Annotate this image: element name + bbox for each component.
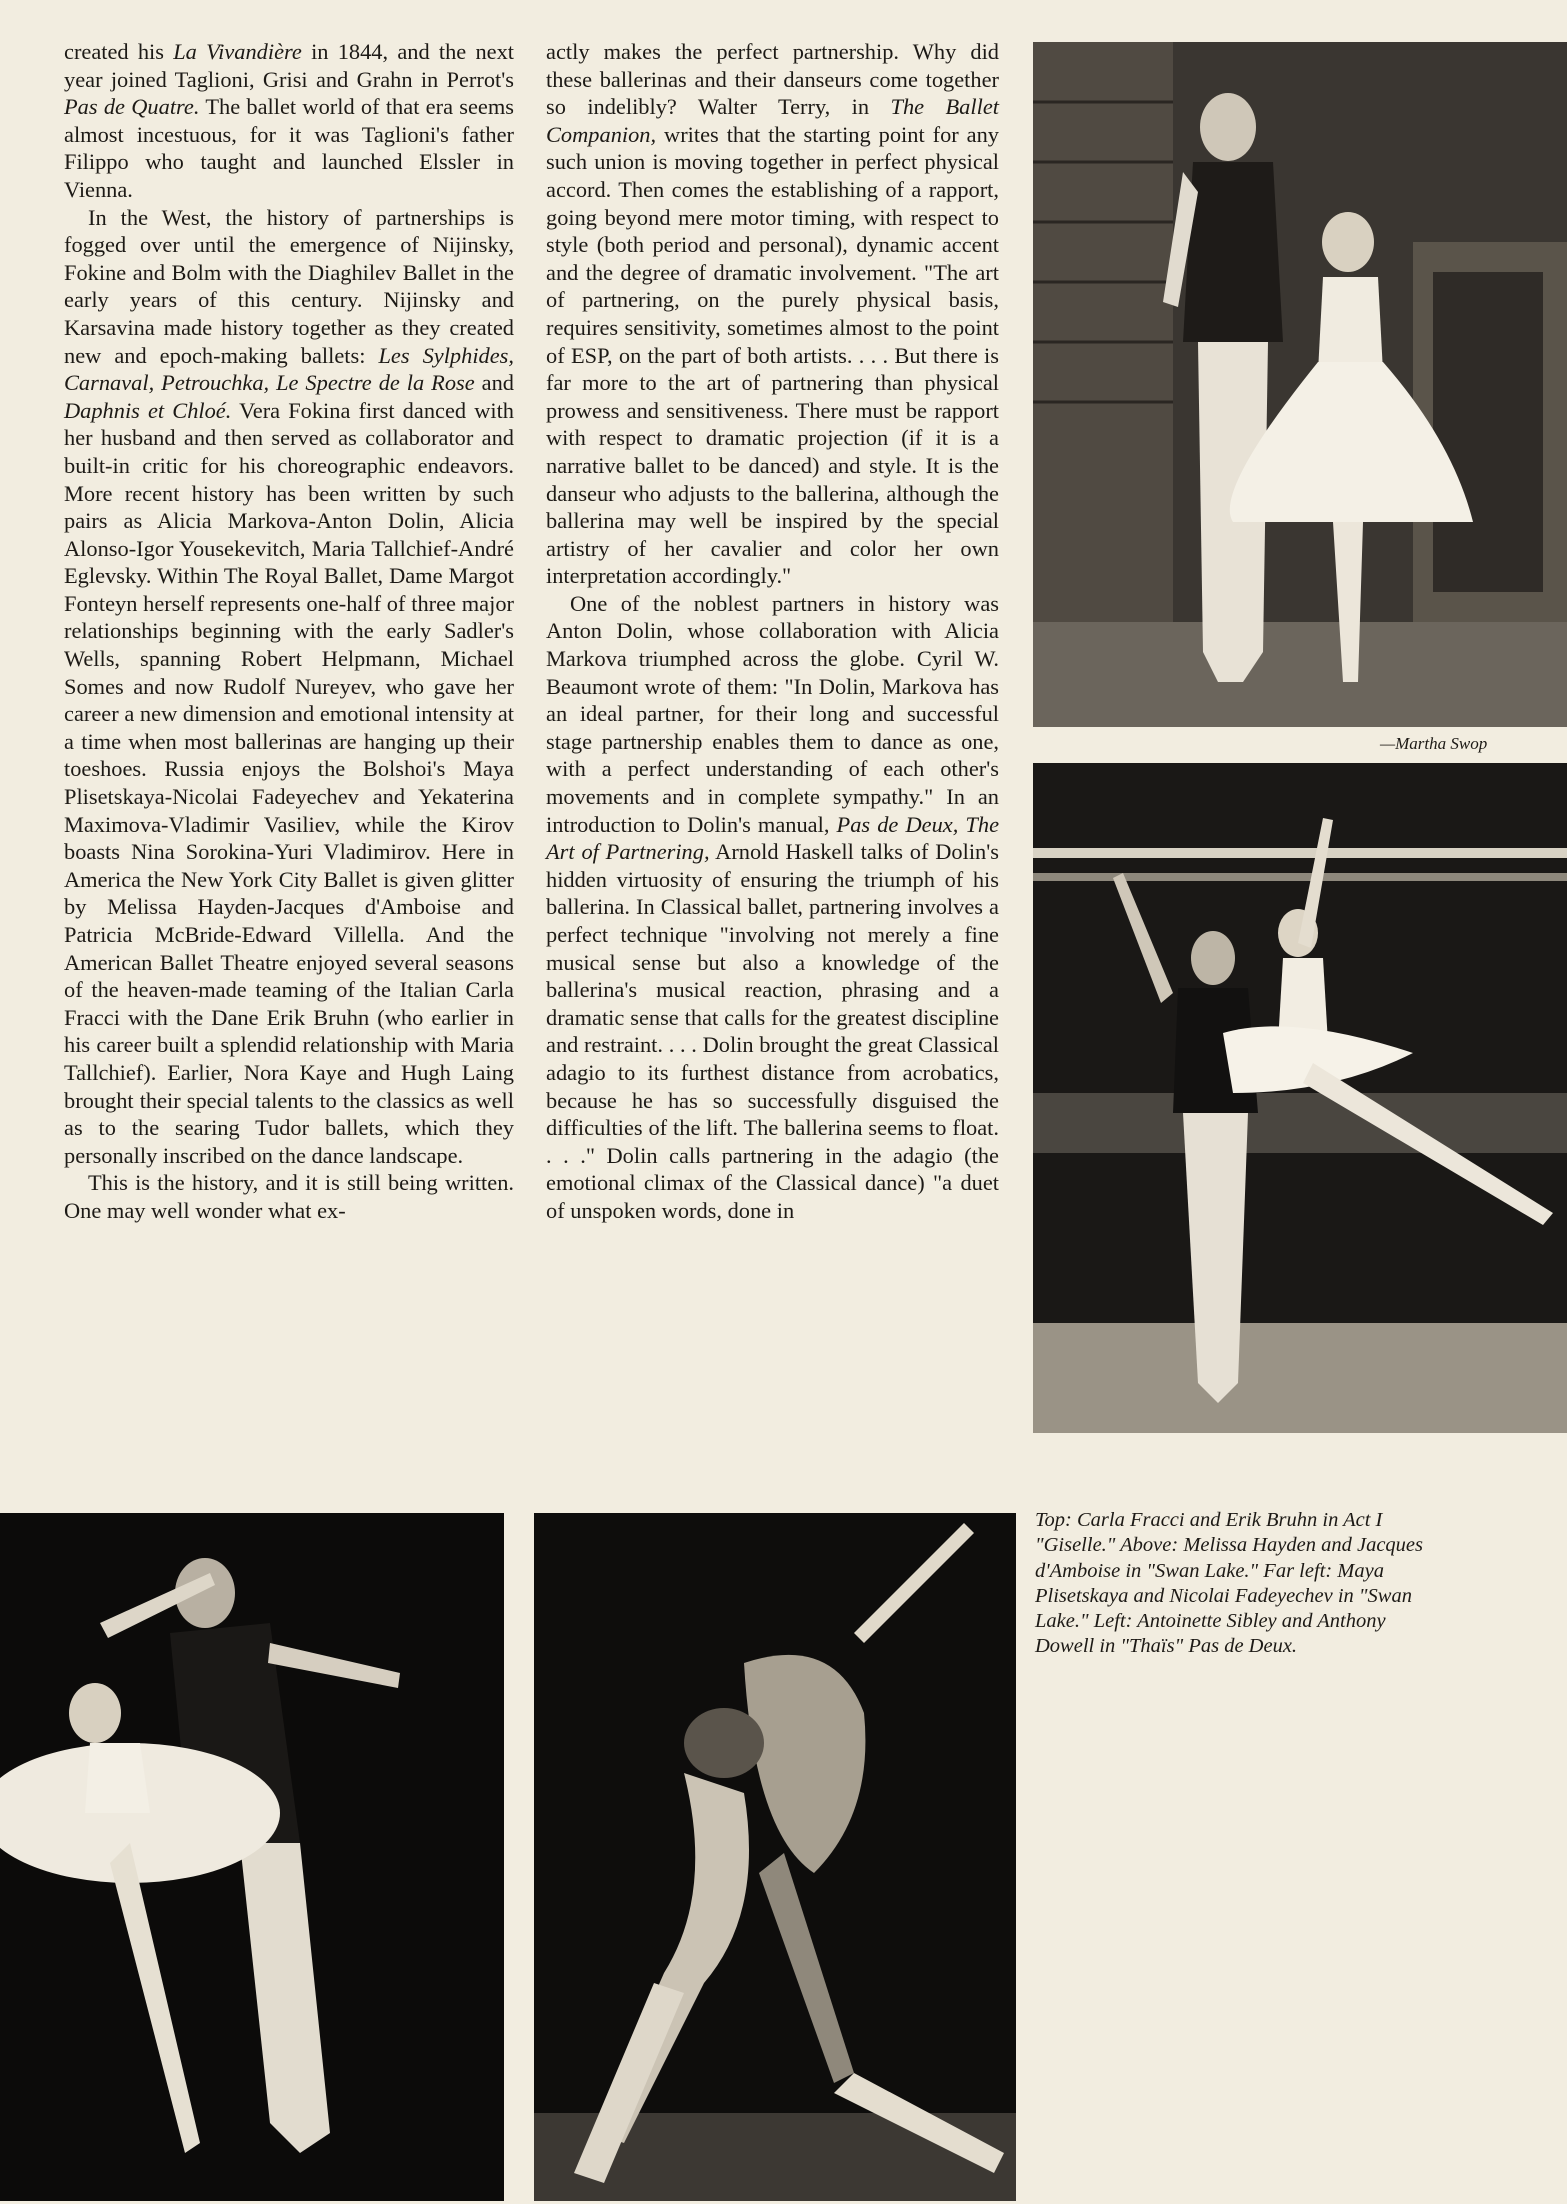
italic-title: Les Sylphides, Carnaval, Petrouchka, Le Spectre de la Rose bbox=[64, 342, 514, 396]
photo-credit: —Martha Swop bbox=[1380, 734, 1488, 753]
paragraph bbox=[64, 204, 514, 1170]
photo-caption bbox=[1035, 1508, 1425, 1660]
text-run: Arnold Haskell talks of Dolin's hidden virtuosity of ensuring the triumph of his ballerina. In Classical ballet, partnering involves a perfect technique "involving not merely a fine musical sense but also a knowledge of the ballerina's musical reaction, phrasing and a dramatic sense that calls for the greatest discipline and restraint. . . . Dolin brought the great Classical adagio to its furthest distance from acrobatics, because he has so successfully disguised the difficulties of the lift. The ballerina seems to float. . . ." Dolin calls partnering in the adagio (the emotional climax of the Classical dance) "a duet of unspoken words, done in bbox=[546, 839, 999, 1223]
photo-thais-sibley-dowell bbox=[534, 1513, 1016, 2201]
article-column-2 bbox=[546, 38, 999, 1225]
text-run: in 1844, and the next year joined Taglioni, Grisi and Grahn in Perrot's bbox=[64, 39, 515, 92]
photo-giselle-fracci-bruhn bbox=[1033, 42, 1567, 727]
paragraph bbox=[64, 1169, 514, 1224]
paragraph bbox=[546, 38, 999, 590]
article-column-1 bbox=[64, 38, 514, 1225]
photo-swan-lake-hayden-damboise bbox=[1033, 763, 1567, 1433]
text-run: One of the noblest partners in history was Anton Dolin, whose collaboration with Alicia Markova triumphed across the globe. Cyril W. Beaumont wrote of them: "In Dolin, Markova has an ideal partner, for their long and successful stage partnership enables them to dance as one, with a perfect understanding of each other's movements and in complete sympathy." In an introduction to Dolin's manual, bbox=[546, 590, 999, 837]
italic-title: La Vivandière bbox=[173, 39, 302, 64]
paragraph bbox=[64, 38, 514, 204]
text-run: Top: Carla Fracci and Erik Bruhn in Act I "Giselle." Above: Melissa Hayden and Jacques d'Amboise in "Swan Lake." Far left: Maya Plisetskaya and Nicolai Fadeyechev in "Swan Lake." Left: Antoinette Sibley and Anthony Dowell in "Thaïs" Pas de Deux. bbox=[1035, 1509, 1424, 1658]
italic-title: Pas de Quatre. bbox=[64, 94, 200, 120]
text-run: and bbox=[474, 370, 514, 396]
italic-title: Daphnis et Chloé. bbox=[64, 397, 232, 423]
text-run: writes that the starting point for any such union is moving together in perfect physical accord. Then comes the establishing of a rapport, going beyond mere motor timing, with respect to style (both period and personal), dynamic accent and the degree of dramatic involvement. "The art of partnering, on the purely physical basis, requires sensitivity, sometimes almost to the point of ESP, on the part of both artists. . . . But there is far more to the art of partnering than physical prowess and sensitiveness. There must be rapport with respect to dramatic projection (if it is a narrative ballet to be danced) and style. It is the danseur who adjusts to the ballerina, although the ballerina may well be inspired by the special artistry of her cavalier and color her own interpretation accordingly." bbox=[546, 121, 999, 589]
text-run: The ballet world of that era seems almost incestuous, for it was Taglioni's father Filippo who taught and launched Elssler in Vienna. bbox=[64, 94, 514, 202]
photo-swan-lake-plisetskaya-fadeyechev bbox=[0, 1513, 504, 2201]
italic-title: The Ballet Companion, bbox=[546, 94, 999, 147]
text-run: actly makes the perfect partnership. Why did these ballerinas and their danseurs come together so indelibly? Walter Terry, in bbox=[546, 39, 999, 120]
paragraph bbox=[546, 590, 999, 1225]
text-run: In the West, the history of partnerships is fogged over until the emergence of Nijinsky, Fokine and Bolm with the Diaghilev Ballet in the early years of this century. Nijinsky and Karsavina made history together as they created new and epoch-making ballets: bbox=[64, 204, 514, 368]
italic-title: Pas de Deux, The Art of Partnering, bbox=[546, 811, 1000, 865]
text-run: created his bbox=[64, 39, 174, 64]
text-run: Vera Fokina first danced with her husband and then served as collaborator and built-in critic for his choreographic endeavors. More recent history has been written by such pairs as Alicia Markova-Anton Dolin, Alicia Alonso-Igor Yousekevitch, Maria Tallchief-André Eglevsky. Within The Royal Ballet, Dame Margot Fonteyn herself represents one-half of three major relationships beginning with the early Sadler's Wells, spanning Robert Helpmann, Michael Somes and now Rudolf Nureyev, who gave her career a new dimension and emotional intensity at a time when most ballerinas are hanging up their toeshoes. Russia enjoys the Bolshoi's Maya Plisetskaya-Nicolai Fadeyechev and Yekaterina Maximova-Vladimir Vasiliev, while the Kirov boasts Nina Sorokina-Yuri Vladimirov. Here in America the New York City Ballet is given glitter by Melissa Hayden-Jacques d'Amboise and Patricia McBride-Edward Villella. And the American Ballet Theatre enjoyed several seasons of the heaven-made teaming of the Italian Carla Fracci with the Dane Erik Bruhn (who earlier in his career built a splendid relationship with Maria Tallchief). Earlier, Nora Kaye and Hugh Laing brought their special talents to the classics as well as to the searing Tudor ballets, which they personally inscribed on the dance landscape. bbox=[64, 397, 515, 1168]
text-run: This is the history, and it is still being written. One may well wonder what ex- bbox=[64, 1170, 514, 1223]
